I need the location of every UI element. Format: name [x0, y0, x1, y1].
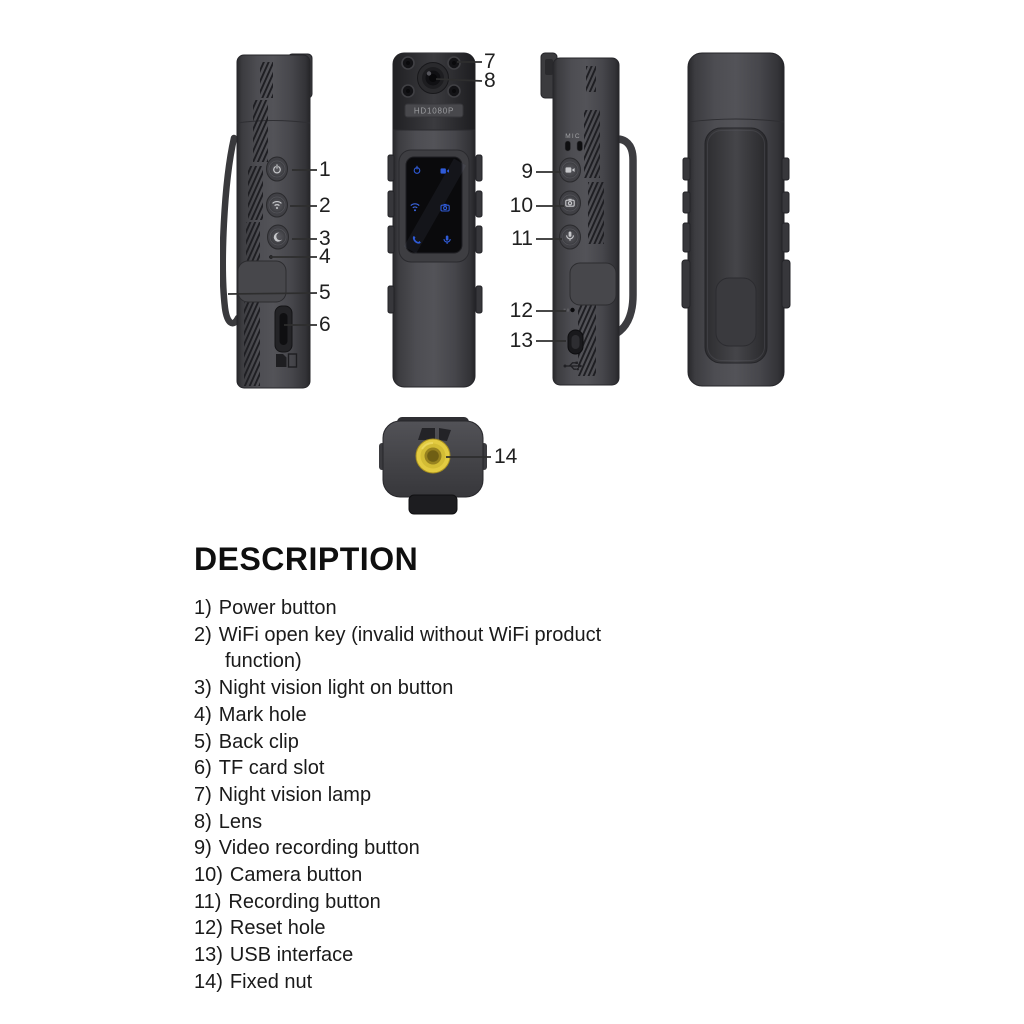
callout-number-12: 12	[509, 299, 533, 322]
hd1080p-badge	[405, 104, 463, 117]
description-item-2: 2) WiFi open key (invalid without WiFi product function)	[194, 623, 602, 673]
lens	[418, 63, 449, 94]
mark-hole	[269, 255, 273, 259]
callout-number-4: 4	[319, 245, 331, 268]
touch-screen	[399, 150, 469, 262]
video-recording-button	[560, 158, 581, 182]
description-item-10: 10) Camera button	[194, 864, 363, 887]
svg-text:HD1080P: HD1080P	[413, 106, 455, 116]
description-item-4: 4) Mark hole	[194, 703, 307, 726]
device-view-bottom	[375, 415, 490, 520]
callout-number-14: 14	[494, 445, 518, 468]
callout-number-8: 8	[484, 69, 496, 92]
device-view-back	[680, 48, 795, 393]
callout-number-5: 5	[319, 281, 331, 304]
description-item-3: 3) Night vision light on button	[194, 677, 454, 700]
grille-hatch	[586, 66, 596, 92]
recording-button	[560, 225, 581, 249]
back-clip	[705, 128, 767, 363]
grille-hatch	[253, 100, 268, 162]
callout-number-6: 6	[319, 313, 331, 336]
callout-number-3: 3	[319, 227, 331, 250]
callout-number-13: 13	[509, 329, 533, 352]
device-view-right-side	[540, 50, 645, 395]
callout-number-10: 10	[509, 194, 533, 217]
description-item-13: 13) USB interface	[194, 944, 354, 967]
description-item-5: 5) Back clip	[194, 730, 299, 753]
device-view-left-side	[220, 50, 325, 395]
callout-number-11: 11	[511, 227, 533, 250]
grille-hatch	[244, 302, 260, 386]
callout-number-9: 9	[521, 160, 533, 183]
fixed-nut	[416, 439, 450, 473]
description-heading: DESCRIPTION	[194, 541, 419, 577]
back-clip-hook	[223, 138, 238, 323]
back-clip-bump	[238, 261, 286, 302]
usb-c-port	[568, 330, 583, 354]
description-item-6: 6) TF card slot	[194, 757, 325, 780]
description-item-8: 8) Lens	[194, 810, 263, 833]
grille-hatch	[248, 166, 263, 220]
grille-hatch	[246, 222, 260, 266]
device-view-front	[380, 50, 490, 395]
callout-number-1: 1	[319, 158, 331, 181]
description-item-12: 12) Reset hole	[194, 917, 326, 940]
wifi-button	[267, 193, 288, 217]
camera-button	[560, 191, 581, 215]
night-vision-button	[268, 225, 289, 249]
description-list	[194, 595, 608, 996]
back-clip-bump	[570, 263, 616, 305]
grille-hatch	[260, 62, 273, 98]
grille-hatch	[584, 110, 600, 178]
callout-number-2: 2	[319, 194, 331, 217]
mic-label: MIC	[565, 133, 581, 140]
tf-card-slot	[275, 306, 292, 352]
description-item-1: 1) Power button	[194, 597, 337, 619]
bottom-tab	[409, 495, 457, 514]
description-item-14: 14) Fixed nut	[194, 970, 313, 993]
description-section	[194, 540, 624, 996]
power-button	[267, 157, 288, 181]
description-item-7: 7) Night vision lamp	[194, 783, 372, 806]
callout-number-7: 7	[484, 50, 496, 73]
grille-hatch	[588, 182, 604, 244]
description-item-11: 11) Recording button	[194, 890, 381, 913]
clip-anchor-slot	[545, 59, 553, 75]
description-item-9: 9) Video recording button	[194, 837, 420, 860]
